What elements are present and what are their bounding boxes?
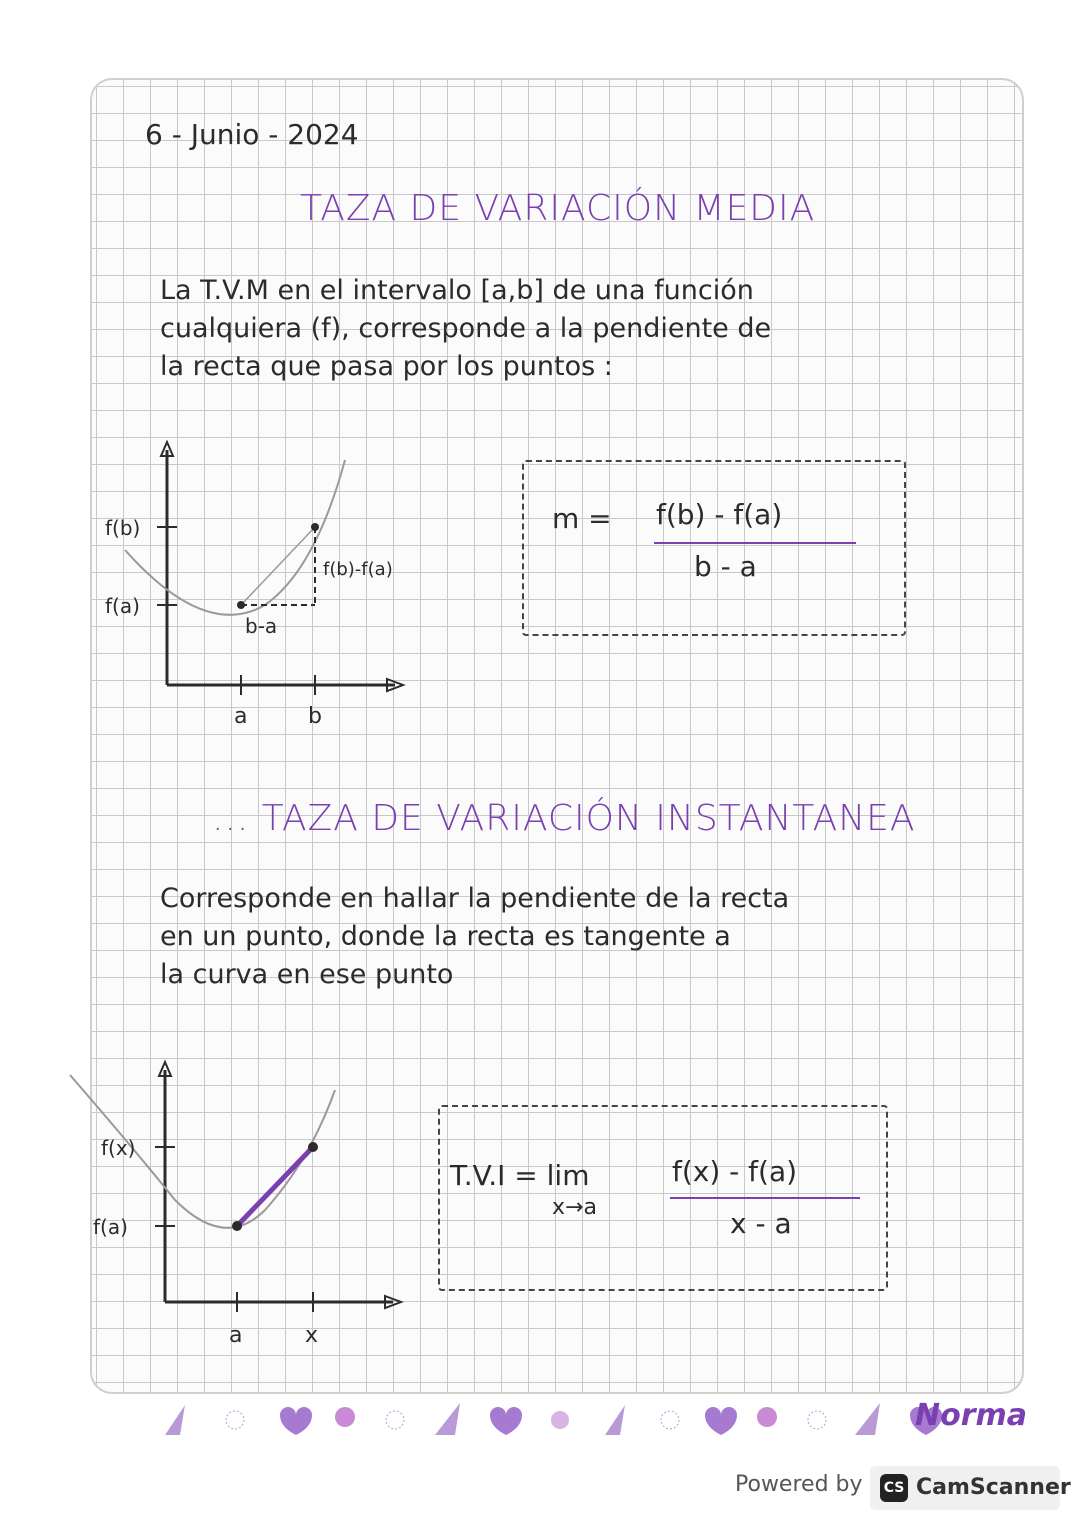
text-line: en un punto, donde la recta es tangente a	[160, 921, 731, 952]
brand-logo: Norma	[915, 1398, 1028, 1433]
leaf-icon	[435, 1403, 460, 1435]
text-line: la curva en ese punto	[160, 959, 454, 990]
dots-icon	[808, 1411, 826, 1429]
formula-lhs: T.V.I = lim	[450, 1159, 590, 1192]
x-label-x: x	[305, 1323, 319, 1348]
y-label-fb: f(b)	[105, 516, 141, 540]
heart-icon	[705, 1407, 737, 1435]
heart-icon	[280, 1407, 312, 1435]
section-title-tvm: TAZA DE VARIACIÓN MEDIA	[300, 188, 816, 229]
leaf-icon	[605, 1405, 625, 1435]
y-label-fa: f(a)	[93, 1215, 128, 1239]
tvm-formula-box	[522, 460, 906, 636]
text-line: Corresponde en hallar la pendiente de la recta	[160, 883, 790, 914]
section-title-tvi: ... TAZA DE VARIACIÓN INSTANTANEA	[212, 798, 916, 839]
x-label-a: a	[234, 704, 248, 729]
tvm-graph	[95, 430, 425, 740]
text-line: La T.V.M en el intervalo [a,b] de una función	[160, 275, 754, 306]
camscanner-badge	[870, 1466, 1071, 1510]
limit-subscript: x→a	[552, 1195, 597, 1220]
date: 6 - Junio - 2024	[145, 118, 359, 151]
x-label-b: b	[308, 704, 322, 729]
tvi-definition	[160, 880, 950, 994]
horizontal-diff-label: b-a	[245, 614, 278, 638]
dots-icon	[386, 1411, 404, 1429]
tvi-graph	[65, 1050, 425, 1360]
leaf-icon	[165, 1405, 185, 1435]
formula-numerator: f(x) - f(a)	[672, 1155, 798, 1188]
y-label-fa: f(a)	[105, 594, 140, 618]
camscanner-name: CamScanner	[916, 1475, 1071, 1500]
dots-icon	[661, 1411, 679, 1429]
vertical-diff-label: f(b)-f(a)	[323, 559, 393, 580]
camscanner-logo-icon: CS	[880, 1474, 908, 1502]
fraction-bar	[670, 1197, 860, 1199]
leaf-icon	[855, 1403, 880, 1435]
tvi-formula-box	[438, 1105, 888, 1291]
dots-icon	[226, 1411, 244, 1429]
tvm-definition	[160, 272, 950, 386]
formula-lhs: m =	[552, 502, 612, 535]
x-label-a: a	[229, 1323, 243, 1348]
heart-icon	[490, 1407, 522, 1435]
flower-icon	[335, 1407, 355, 1427]
flower-icon	[757, 1407, 777, 1427]
formula-numerator: f(b) - f(a)	[656, 498, 783, 531]
text-line: la recta que pasa por los puntos :	[160, 351, 613, 382]
dots-icon	[551, 1411, 569, 1429]
powered-by-label: Powered by	[735, 1472, 863, 1497]
y-label-fx: f(x)	[101, 1136, 136, 1160]
formula-denominator: x - a	[730, 1207, 792, 1240]
floral-footer-decoration	[100, 1395, 1030, 1445]
fraction-bar	[654, 542, 856, 544]
text-line: cualquiera (f), corresponde a la pendiente de	[160, 313, 772, 344]
formula-denominator: b - a	[694, 550, 757, 583]
